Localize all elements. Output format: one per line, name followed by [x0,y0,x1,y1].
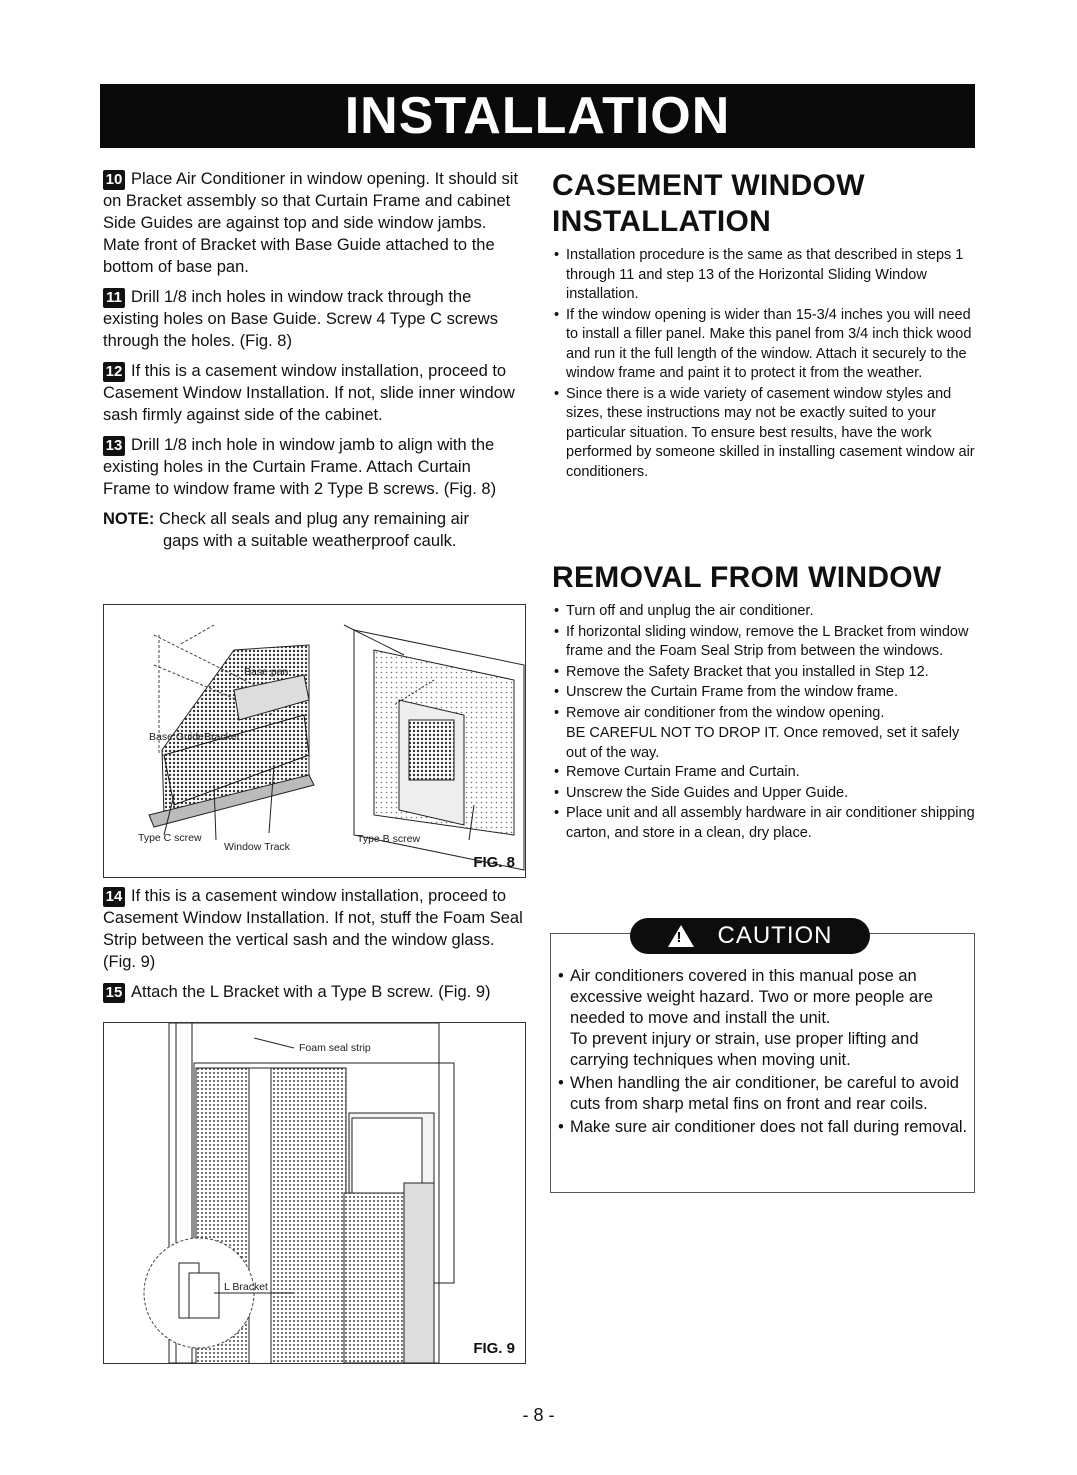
removal-section [552,560,977,844]
page-number: - 8 - [522,1405,555,1425]
note-label: NOTE: [103,510,155,528]
step-10 [103,168,523,278]
step-number: 15 [103,983,125,1003]
step-text: Attach the L Bracket with a Type B screw. (Fig. 9) [131,983,491,1001]
step-number: 13 [103,436,125,456]
step-number: 10 [103,170,125,190]
list-item: • Make sure air conditioner does not fall during removal. [556,1117,968,1138]
note-line-2: gaps with a suitable weatherproof caulk. [163,532,457,550]
caution-label: CAUTION [717,922,833,949]
fig8-callout-base-pan: Base pan [244,666,289,678]
list-item: • Remove Curtain Frame and Curtain. [552,763,977,783]
removal-list [552,602,977,723]
step-13 [103,434,523,500]
step-text: If this is a casement window installation, proceed to Casement Window Installation. If not, slide inner window sash firmly against side of the cabinet. [103,362,515,424]
list-item: • Since there is a wide variety of casement window styles and sizes, these instructions may not be exactly suited to your particular situation. To ensure best results, have the work performed by someone skilled in installing casement window air conditioners. [552,385,977,483]
list-item: • Place unit and all assembly hardware in air conditioner shipping carton, and store in a clean, dry place. [552,804,977,843]
fig9-illustration [104,1023,525,1363]
fig9-label: FIG. 9 [473,1340,515,1357]
fig8-callout-window-track: Window Track [224,841,290,853]
fig8-illustration [104,605,525,877]
removal-title: REMOVAL FROM WINDOW [552,561,942,594]
list-item: • Remove the Safety Bracket that you installed in Step 12. [552,663,977,683]
step-text: If this is a casement window installation, proceed to Casement Window Installation. If not, stuff the Foam Seal Strip between the vertical sash and the window glass. (Fig. 9) [103,887,523,971]
figure-9 [103,1022,526,1364]
casement-title-line-1: CASEMENT WINDOW [552,169,865,202]
caution-list [556,966,968,1140]
left-column-lower [103,885,523,1011]
step-15 [103,981,523,1003]
step-text: Place Air Conditioner in window opening. It should sit on Bracket assembly so that Curtain Frame and cabinet Side Guides are against top and side window jambs. Mate front of Bracket with Base Guide attached to the bottom of base pan. [103,170,519,276]
figure-8 [103,604,526,878]
list-item: • Installation procedure is the same as that described in steps 1 through 11 and step 13 of the Horizontal Sliding Window installation. [552,246,977,305]
step-text: Drill 1/8 inch hole in window jamb to align with the existing holes in the Curtain Frame. Attach Curtain Frame to window frame with 2 Type B screws. (Fig. 8) [103,436,497,498]
list-item: • Remove air conditioner from the window opening. [552,704,977,724]
step-number: 11 [103,288,125,308]
list-item: • Turn off and unplug the air conditioner. [552,602,977,622]
right-column [552,168,977,483]
step-12 [103,360,523,426]
fig8-label: FIG. 8 [473,854,515,871]
step-number: 12 [103,362,125,382]
caution-item-text: Air conditioners covered in this manual pose an excessive weight hazard. Two or more people are needed to move and install the unit. [570,967,933,1027]
note [103,508,523,552]
step-text: Drill 1/8 inch holes in window track through the existing holes on Base Guide. Screw 4 Type C screws through the holes. (Fig. 8) [103,288,498,350]
step-11 [103,286,523,352]
list-item: • If the window opening is wider than 15-3/4 inches you will need to install a filler panel. Make this panel from 3/4 inch thick wood and run it the full length of the window. Attach it securely to the window frame and paint it to protect it from the weather. [552,306,977,384]
caution-badge [630,918,870,954]
fig8-callout-base-guide: Base Guide [149,731,204,743]
list-item [556,966,968,1071]
left-column [103,168,523,560]
fig9-callout-l-bracket: L Bracket [224,1281,268,1293]
list-item: • Unscrew the Side Guides and Upper Guide. [552,784,977,804]
removal-careful: BE CAREFUL NOT TO DROP IT. Once removed, set it safely out of the way. [566,725,960,761]
fig8-callout-type-b: Type B screw [357,833,421,845]
list-item: • If horizontal sliding window, remove the L Bracket from window frame and the Foam Seal Strip from between the windows. [552,623,977,662]
warning-icon: ! [668,925,694,947]
casement-list [552,246,977,482]
step-14 [103,885,523,973]
fig8-callout-type-c: Type C screw [138,832,202,844]
removal-list-2 [552,763,977,843]
fig8-callout-bracket: Bracket [204,731,240,743]
list-item: • When handling the air conditioner, be careful to avoid cuts from sharp metal fins on front and rear coils. [556,1073,968,1115]
casement-title-line-2: INSTALLATION [552,205,772,238]
fig9-callout-foam: Foam seal strip [299,1042,371,1054]
caution-extra: To prevent injury or strain, use proper lifting and carrying techniques when moving unit. [570,1030,919,1069]
step-number: 14 [103,887,125,907]
list-item: • Unscrew the Curtain Frame from the window frame. [552,683,977,703]
note-line-1: Check all seals and plug any remaining air [158,510,469,528]
page-title: INSTALLATION [100,84,975,148]
